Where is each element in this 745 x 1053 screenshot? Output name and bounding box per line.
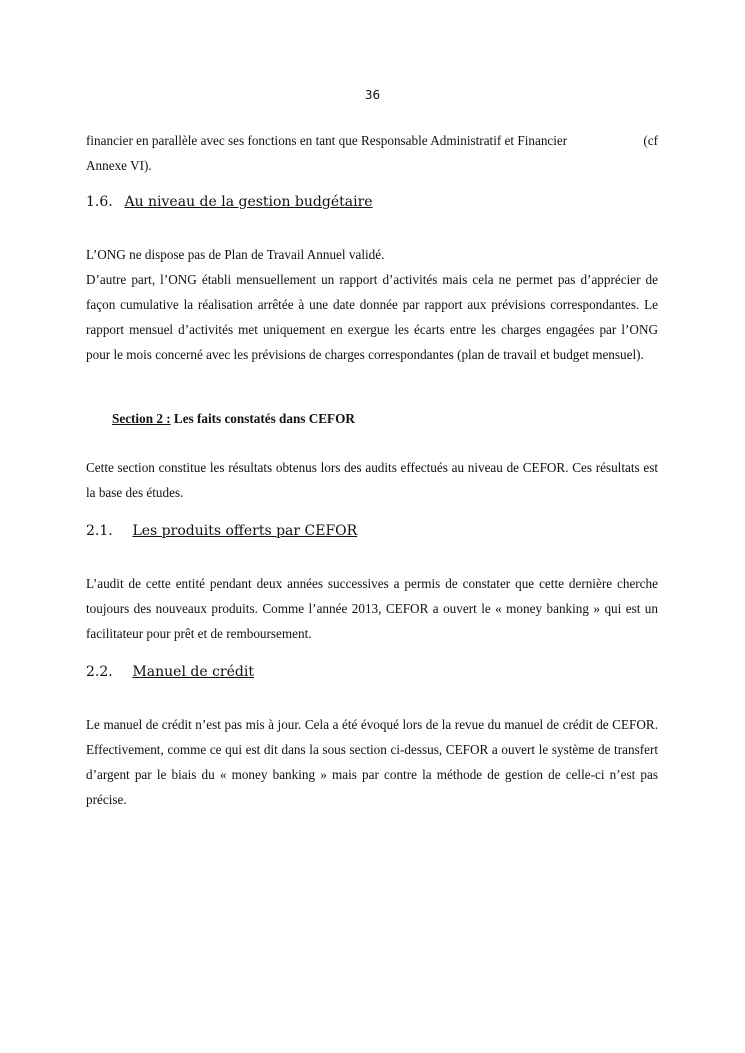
heading-2-2 (86, 662, 658, 682)
heading-1-6 (86, 192, 658, 212)
page-number: 36 (364, 88, 381, 102)
paragraph-credit-manual: Le manuel de crédit n’est pas mis à jour. Cela a été évoqué lors de la revue du manuel de crédit de CEFOR. Effectivement, comme ce qui est dit dans la sous section ci-dessus, CEFOR a ouvert le système de transfert d’argent par le biais du « money banking » mais par contre la méthode de gestion de celle-ci n’est pas précise. (86, 717, 658, 807)
paragraph-section-2: Cette section constitue les résultats obtenus lors des audits effectués au niveau de CEFOR. Ces résultats est la base des études. (86, 460, 658, 500)
heading-number: 2.2. (86, 664, 113, 680)
heading-2-1 (86, 521, 658, 541)
heading-title: Au niveau de la gestion budgétaire (124, 194, 373, 210)
intro-line-2: Annexe VI). (86, 158, 152, 173)
paragraph-budget-1: L’ONG ne dispose pas de Plan de Travail Annuel validé. (86, 247, 385, 262)
section-2-text: Les faits constatés dans CEFOR (170, 411, 355, 426)
document-body (86, 128, 658, 812)
paragraph-products: L’audit de cette entité pendant deux années successives a permis de constater que cette dernière cherche toujours des nouveaux produits. Comme l’année 2013, CEFOR a ouvert le « money banking » qui est un facilitateur pour prêt et de remboursement. (86, 576, 658, 641)
paragraph-budget-2: D’autre part, l’ONG établi mensuellement un rapport d’activités mais cela ne permet pas d’apprécier de façon cumulative la réalisation arrêtée à une date donnée par rapport aux prévisions correspondantes. Le rapport mensuel d’activités met uniquement en exergue les écarts entre les charges engagées par l’ONG pour le mois concerné avec les prévisions de charges correspondantes (plan de travail et budget mensuel). (86, 272, 658, 362)
heading-number: 2.1. (86, 523, 113, 539)
heading-number: 1.6. (86, 194, 113, 210)
intro-line-1: financier en parallèle avec ses fonctions en tant que Responsable Administratif et Financier (86, 133, 568, 148)
section-2-title (86, 409, 658, 429)
intro-paragraph (86, 128, 658, 178)
heading-title: Manuel de crédit (132, 664, 254, 680)
section-2-label: Section 2 : (112, 411, 171, 426)
intro-cf: (cf (643, 133, 658, 148)
heading-title: Les produits offerts par CEFOR (132, 523, 358, 539)
